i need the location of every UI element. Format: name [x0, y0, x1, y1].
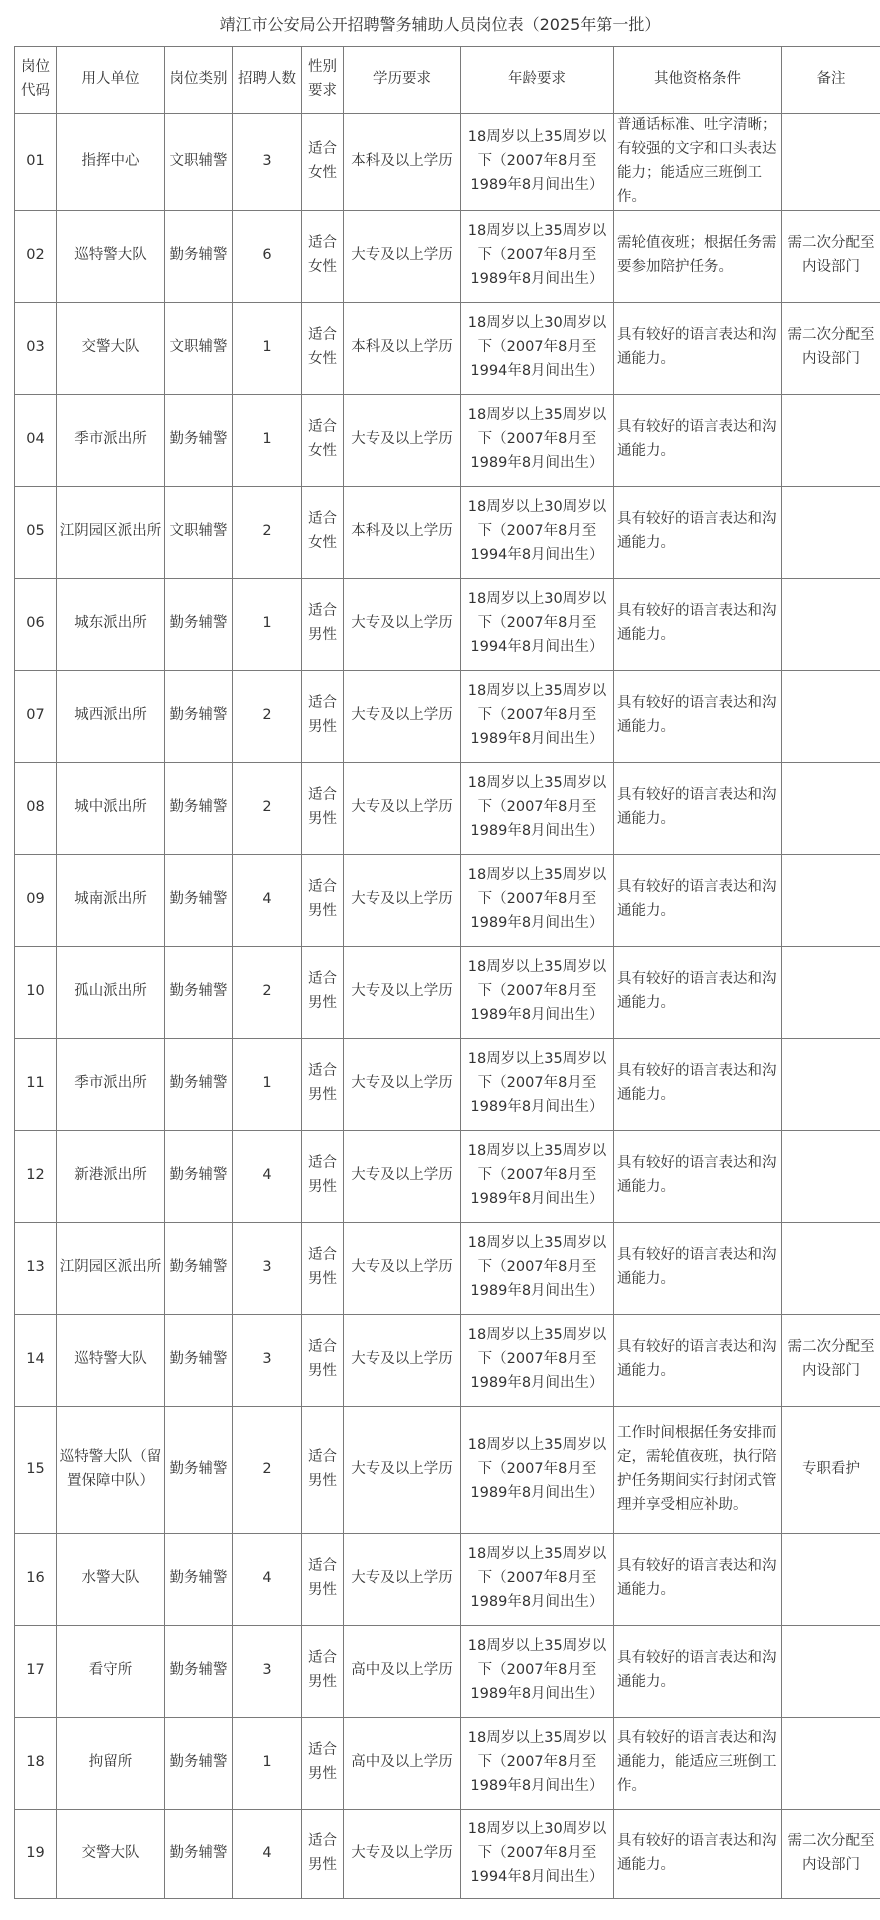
table-row [15, 302, 880, 394]
cell-unit: 巡特警大队 [57, 1314, 165, 1406]
cell-gender: 适合男性 [302, 946, 344, 1038]
cell-code: 11 [15, 1038, 57, 1130]
cell-count: 2 [233, 1406, 302, 1533]
cell-code: 14 [15, 1314, 57, 1406]
cell-gender: 适合女性 [302, 302, 344, 394]
cell-unit: 江阴园区派出所 [57, 1222, 165, 1314]
table-row [15, 1809, 880, 1898]
cell-education: 大专及以上学历 [344, 1809, 461, 1898]
cell-age: 18周岁以上35周岁以下（2007年8月至1989年8月间出生） [461, 854, 614, 946]
cell-note [782, 1625, 880, 1717]
cell-education: 大专及以上学历 [344, 1222, 461, 1314]
cell-note [782, 1222, 880, 1314]
table-row [15, 1038, 880, 1130]
cell-education: 大专及以上学历 [344, 210, 461, 302]
cell-age: 18周岁以上35周岁以下（2007年8月至1989年8月间出生） [461, 114, 614, 211]
cell-code: 10 [15, 946, 57, 1038]
cell-gender: 适合女性 [302, 394, 344, 486]
cell-code: 17 [15, 1625, 57, 1717]
cell-code: 04 [15, 394, 57, 486]
cell-conditions: 具有较好的语言表达和沟通能力。 [614, 394, 782, 486]
cell-unit: 季市派出所 [57, 394, 165, 486]
cell-count: 1 [233, 394, 302, 486]
cell-age: 18周岁以上30周岁以下（2007年8月至1994年8月间出生） [461, 302, 614, 394]
cell-unit: 城南派出所 [57, 854, 165, 946]
cell-gender: 适合男性 [302, 1533, 344, 1625]
table-row [15, 486, 880, 578]
cell-conditions: 具有较好的语言表达和沟通能力。 [614, 946, 782, 1038]
table-row [15, 1222, 880, 1314]
cell-note [782, 1038, 880, 1130]
cell-age: 18周岁以上30周岁以下（2007年8月至1994年8月间出生） [461, 1809, 614, 1898]
cell-count: 4 [233, 1130, 302, 1222]
cell-category: 勤务辅警 [165, 1130, 233, 1222]
table-row [15, 210, 880, 302]
cell-category: 勤务辅警 [165, 394, 233, 486]
cell-education: 大专及以上学历 [344, 1533, 461, 1625]
cell-category: 勤务辅警 [165, 854, 233, 946]
cell-age: 18周岁以上30周岁以下（2007年8月至1994年8月间出生） [461, 578, 614, 670]
cell-education: 大专及以上学历 [344, 394, 461, 486]
cell-category: 勤务辅警 [165, 946, 233, 1038]
cell-education: 大专及以上学历 [344, 946, 461, 1038]
cell-category: 勤务辅警 [165, 762, 233, 854]
cell-category: 勤务辅警 [165, 578, 233, 670]
cell-unit: 巡特警大队 [57, 210, 165, 302]
cell-category: 勤务辅警 [165, 1717, 233, 1809]
cell-count: 3 [233, 1625, 302, 1717]
cell-note [782, 762, 880, 854]
cell-count: 2 [233, 486, 302, 578]
cell-conditions: 具有较好的语言表达和沟通能力。 [614, 1809, 782, 1898]
cell-gender: 适合男性 [302, 1809, 344, 1898]
header-gender: 性别要求 [302, 47, 344, 114]
cell-age: 18周岁以上35周岁以下（2007年8月至1989年8月间出生） [461, 1625, 614, 1717]
cell-education: 本科及以上学历 [344, 486, 461, 578]
cell-code: 07 [15, 670, 57, 762]
cell-note [782, 1533, 880, 1625]
cell-age: 18周岁以上35周岁以下（2007年8月至1989年8月间出生） [461, 762, 614, 854]
table-row [15, 670, 880, 762]
table-row [15, 1625, 880, 1717]
cell-unit: 指挥中心 [57, 114, 165, 211]
cell-code: 16 [15, 1533, 57, 1625]
cell-education: 大专及以上学历 [344, 1038, 461, 1130]
cell-age: 18周岁以上35周岁以下（2007年8月至1989年8月间出生） [461, 670, 614, 762]
cell-unit: 城西派出所 [57, 670, 165, 762]
cell-unit: 季市派出所 [57, 1038, 165, 1130]
cell-gender: 适合男性 [302, 854, 344, 946]
cell-category: 勤务辅警 [165, 1533, 233, 1625]
table-row [15, 762, 880, 854]
cell-gender: 适合男性 [302, 1222, 344, 1314]
table-row [15, 946, 880, 1038]
cell-code: 03 [15, 302, 57, 394]
table-header-row [15, 47, 880, 114]
header-education: 学历要求 [344, 47, 461, 114]
table-row [15, 1406, 880, 1533]
cell-unit: 交警大队 [57, 1809, 165, 1898]
cell-code: 12 [15, 1130, 57, 1222]
cell-unit: 交警大队 [57, 302, 165, 394]
cell-note [782, 670, 880, 762]
cell-count: 1 [233, 578, 302, 670]
cell-category: 文职辅警 [165, 114, 233, 211]
cell-note: 专职看护 [782, 1406, 880, 1533]
header-count: 招聘人数 [233, 47, 302, 114]
cell-note [782, 486, 880, 578]
cell-age: 18周岁以上35周岁以下（2007年8月至1989年8月间出生） [461, 946, 614, 1038]
cell-count: 3 [233, 114, 302, 211]
header-note: 备注 [782, 47, 880, 114]
cell-gender: 适合男性 [302, 1717, 344, 1809]
cell-code: 18 [15, 1717, 57, 1809]
cell-conditions: 具有较好的语言表达和沟通能力。 [614, 1130, 782, 1222]
cell-conditions: 具有较好的语言表达和沟通能力。 [614, 1038, 782, 1130]
cell-education: 大专及以上学历 [344, 670, 461, 762]
cell-education: 大专及以上学历 [344, 578, 461, 670]
cell-unit: 巡特警大队（留置保障中队） [57, 1406, 165, 1533]
cell-code: 08 [15, 762, 57, 854]
cell-gender: 适合女性 [302, 486, 344, 578]
cell-conditions: 需轮值夜班；根据任务需要参加陪护任务。 [614, 210, 782, 302]
cell-unit: 孤山派出所 [57, 946, 165, 1038]
cell-count: 2 [233, 946, 302, 1038]
header-unit: 用人单位 [57, 47, 165, 114]
cell-unit: 新港派出所 [57, 1130, 165, 1222]
cell-category: 勤务辅警 [165, 1314, 233, 1406]
cell-note: 需二次分配至内设部门 [782, 1314, 880, 1406]
cell-gender: 适合男性 [302, 1406, 344, 1533]
cell-education: 大专及以上学历 [344, 762, 461, 854]
cell-age: 18周岁以上35周岁以下（2007年8月至1989年8月间出生） [461, 210, 614, 302]
cell-conditions: 具有较好的语言表达和沟通能力。 [614, 670, 782, 762]
cell-code: 02 [15, 210, 57, 302]
cell-note: 需二次分配至内设部门 [782, 302, 880, 394]
cell-conditions: 具有较好的语言表达和沟通能力。 [614, 854, 782, 946]
cell-unit: 水警大队 [57, 1533, 165, 1625]
cell-category: 勤务辅警 [165, 1809, 233, 1898]
cell-note: 需二次分配至内设部门 [782, 1809, 880, 1898]
cell-note [782, 114, 880, 211]
cell-code: 05 [15, 486, 57, 578]
cell-code: 01 [15, 114, 57, 211]
cell-count: 2 [233, 762, 302, 854]
table-row [15, 394, 880, 486]
cell-count: 1 [233, 1717, 302, 1809]
header-conditions: 其他资格条件 [614, 47, 782, 114]
cell-note: 需二次分配至内设部门 [782, 210, 880, 302]
cell-note [782, 946, 880, 1038]
cell-education: 大专及以上学历 [344, 854, 461, 946]
cell-note [782, 578, 880, 670]
header-code: 岗位代码 [15, 47, 57, 114]
cell-conditions: 普通话标准、吐字清晰；有较强的文字和口头表达能力；能适应三班倒工作。 [614, 114, 782, 211]
cell-age: 18周岁以上35周岁以下（2007年8月至1989年8月间出生） [461, 394, 614, 486]
cell-education: 本科及以上学历 [344, 302, 461, 394]
cell-conditions: 具有较好的语言表达和沟通能力。 [614, 302, 782, 394]
cell-count: 1 [233, 302, 302, 394]
cell-category: 勤务辅警 [165, 210, 233, 302]
cell-unit: 江阴园区派出所 [57, 486, 165, 578]
cell-age: 18周岁以上35周岁以下（2007年8月至1989年8月间出生） [461, 1130, 614, 1222]
cell-age: 18周岁以上35周岁以下（2007年8月至1989年8月间出生） [461, 1406, 614, 1533]
cell-count: 6 [233, 210, 302, 302]
cell-gender: 适合男性 [302, 762, 344, 854]
cell-education: 大专及以上学历 [344, 1314, 461, 1406]
cell-conditions: 具有较好的语言表达和沟通能力。 [614, 578, 782, 670]
cell-code: 09 [15, 854, 57, 946]
cell-code: 15 [15, 1406, 57, 1533]
cell-category: 勤务辅警 [165, 1222, 233, 1314]
cell-gender: 适合男性 [302, 1038, 344, 1130]
cell-conditions: 具有较好的语言表达和沟通能力。 [614, 1314, 782, 1406]
cell-count: 3 [233, 1222, 302, 1314]
cell-code: 13 [15, 1222, 57, 1314]
cell-gender: 适合男性 [302, 1130, 344, 1222]
cell-gender: 适合女性 [302, 114, 344, 211]
cell-count: 4 [233, 854, 302, 946]
cell-age: 18周岁以上35周岁以下（2007年8月至1989年8月间出生） [461, 1222, 614, 1314]
cell-conditions: 工作时间根据任务安排而定，需轮值夜班，执行陪护任务期间实行封闭式管理并享受相应补助。 [614, 1406, 782, 1533]
table-row [15, 1533, 880, 1625]
cell-conditions: 具有较好的语言表达和沟通能力。 [614, 1222, 782, 1314]
cell-category: 文职辅警 [165, 302, 233, 394]
cell-conditions: 具有较好的语言表达和沟通能力。 [614, 486, 782, 578]
table-row [15, 1130, 880, 1222]
cell-category: 勤务辅警 [165, 1406, 233, 1533]
cell-note [782, 1717, 880, 1809]
cell-code: 19 [15, 1809, 57, 1898]
cell-gender: 适合男性 [302, 670, 344, 762]
cell-conditions: 具有较好的语言表达和沟通能力。 [614, 762, 782, 854]
cell-conditions: 具有较好的语言表达和沟通能力。 [614, 1625, 782, 1717]
cell-note [782, 394, 880, 486]
table-row [15, 854, 880, 946]
cell-education: 高中及以上学历 [344, 1717, 461, 1809]
page-title: 靖江市公安局公开招聘警务辅助人员岗位表（2025年第一批） [219, 15, 661, 34]
cell-code: 06 [15, 578, 57, 670]
cell-age: 18周岁以上30周岁以下（2007年8月至1994年8月间出生） [461, 486, 614, 578]
cell-count: 4 [233, 1809, 302, 1898]
cell-unit: 拘留所 [57, 1717, 165, 1809]
cell-conditions: 具有较好的语言表达和沟通能力。 [614, 1533, 782, 1625]
cell-category: 勤务辅警 [165, 1625, 233, 1717]
cell-education: 本科及以上学历 [344, 114, 461, 211]
cell-unit: 城东派出所 [57, 578, 165, 670]
cell-education: 大专及以上学历 [344, 1406, 461, 1533]
cell-note [782, 854, 880, 946]
position-table [14, 46, 880, 1899]
table-row [15, 1717, 880, 1809]
cell-note [782, 1130, 880, 1222]
header-age: 年龄要求 [461, 47, 614, 114]
cell-category: 勤务辅警 [165, 1038, 233, 1130]
cell-education: 高中及以上学历 [344, 1625, 461, 1717]
table-row [15, 578, 880, 670]
cell-category: 文职辅警 [165, 486, 233, 578]
cell-count: 4 [233, 1533, 302, 1625]
cell-unit: 城中派出所 [57, 762, 165, 854]
cell-age: 18周岁以上35周岁以下（2007年8月至1989年8月间出生） [461, 1717, 614, 1809]
cell-count: 1 [233, 1038, 302, 1130]
cell-age: 18周岁以上35周岁以下（2007年8月至1989年8月间出生） [461, 1533, 614, 1625]
cell-education: 大专及以上学历 [344, 1130, 461, 1222]
cell-conditions: 具有较好的语言表达和沟通能力，能适应三班倒工作。 [614, 1717, 782, 1809]
cell-count: 2 [233, 670, 302, 762]
cell-age: 18周岁以上35周岁以下（2007年8月至1989年8月间出生） [461, 1038, 614, 1130]
cell-gender: 适合男性 [302, 1625, 344, 1717]
cell-age: 18周岁以上35周岁以下（2007年8月至1989年8月间出生） [461, 1314, 614, 1406]
header-category: 岗位类别 [165, 47, 233, 114]
cell-gender: 适合女性 [302, 210, 344, 302]
cell-gender: 适合男性 [302, 578, 344, 670]
cell-category: 勤务辅警 [165, 670, 233, 762]
table-row [15, 1314, 880, 1406]
cell-gender: 适合男性 [302, 1314, 344, 1406]
cell-count: 3 [233, 1314, 302, 1406]
table-row [15, 114, 880, 211]
cell-unit: 看守所 [57, 1625, 165, 1717]
